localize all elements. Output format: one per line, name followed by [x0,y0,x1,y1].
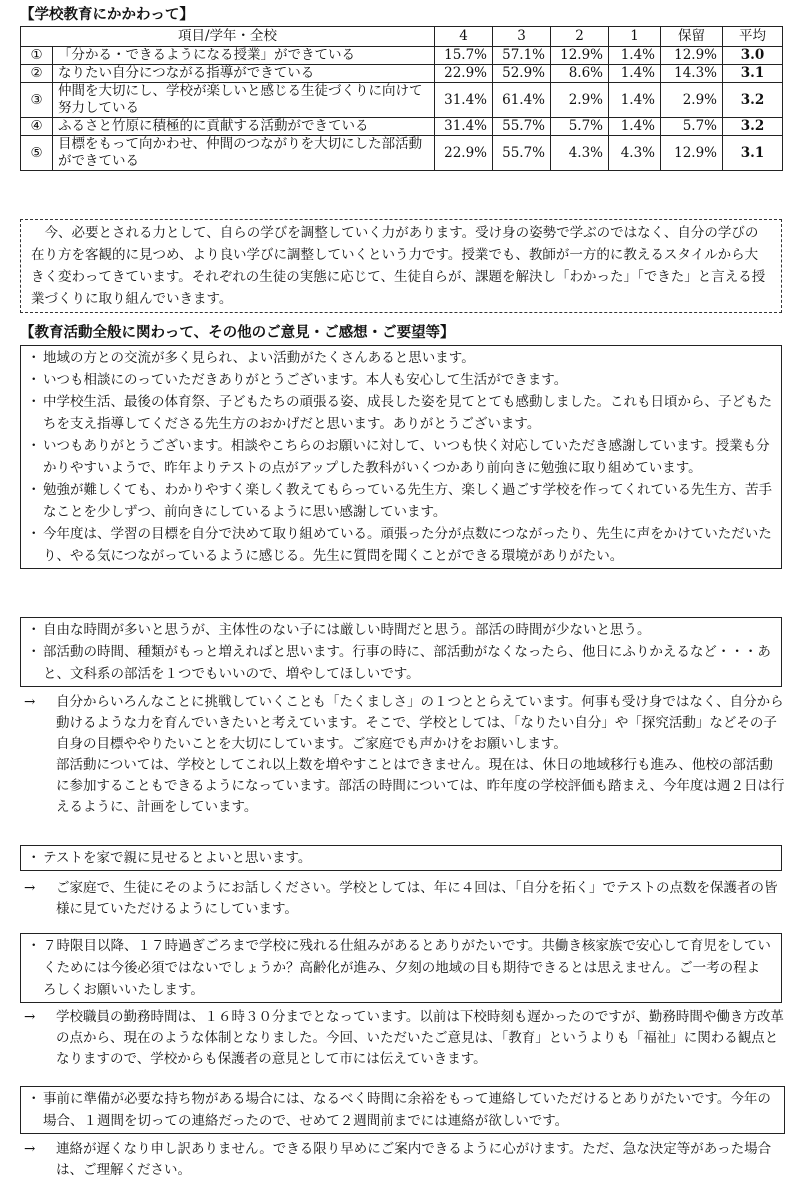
comment-item: ・ 中学校生活、最後の体育祭、子どもたちの頑張る姿、成長した姿を見てとても感動しました。これも日頃から、子どもたちを支え指導してくださる先生方のおかげだと思います。ありがとうございます。 [29,391,773,435]
reply-arrow-icon: → [24,694,36,710]
comment-item: ・ いつもありがとうございます。相談やこちらのお願いに対して、いつも快く対応していただき感謝しています。授業も分かりやすいようで、昨年よりテストの点がアップした教科がいくつかあり前向きに勉強に取り組めています。 [29,435,773,479]
table-row [21,136,783,171]
header-2: 2 [551,27,609,47]
question-box [20,933,782,1003]
question-list [29,847,773,869]
question-item: ・ テストを家で親に見せるとよいと思います。 [29,847,773,869]
reply-paragraph: 自分からいろんなことに挑戦していくことも「たくましさ」の１つととらえています。何事も受け身ではなく、自分から動けるような力を育んでいきたいと考えています。そこで、学校としては、「なりたい自分」や「探究活動」などその子自身の目標ややりたいことを大切にしています。ご家庭でも声かけをお願いします。 [56,694,784,752]
reply-arrow-icon: → [24,1141,36,1157]
question-item: ・ 事前に準備が必要な持ち物がある場合には、なるべく時間に余裕をもって連絡していただけるとありがたいです。今年の場合、１週間を切っての連絡だったので、せめて２週間前までには連絡が欲しいです。 [29,1088,776,1132]
value-2: 4.3% [551,136,609,171]
value-hold: 12.9% [661,136,723,171]
value-4: 22.9% [435,136,493,171]
school-comment-text: 今、必要とされる力として、自らの学びを調整していく力があります。受け身の姿勢で学ぶのではなく、自分の学びの在り方を客観的に見つめ、より良い学びに調整していくという力です。授業でも、教師が一方的に教えるスタイルから大きく変わってきています。それぞれの生徒の実態に応じて、生徒自らが、課題を解決し「わかった」「できた」と言える授業づくりに取り組んでいきます。 [31,225,766,307]
value-4: 31.4% [435,118,493,136]
comment-item: ・ いつも相談にのっていただきありがとうございます。本人も安心して生活ができます。 [29,369,773,391]
reply-arrow-icon: → [24,880,36,896]
school-reply [20,692,785,818]
reply-paragraph: 学校職員の勤務時間は、１６時３０分までとなっています。以前は下校時刻も遅かったのですが、勤務時間や働き方改革の点から、現在のような体制となりました。今回、いただいたご意見は、「教育」というよりも「福祉」に関わる観点となりますので、学校からも保護者の意見として市には伝えていきます。 [56,1009,784,1067]
school-reply [20,878,785,920]
row-number: ③ [21,83,53,118]
reply-paragraph: ご家庭で、生徒にそのようにお話しください。学校としては、年に４回は、「自分を拓く」でテストの点数を保護者の皆様に見ていただけるようにしています。 [56,880,778,917]
reply-arrow-icon: → [24,1009,36,1025]
general-comments-box [20,345,782,569]
value-hold: 14.3% [661,65,723,83]
school-reply [20,1007,785,1070]
value-2: 8.6% [551,65,609,83]
row-item: 「分かる・できるようになる授業」ができている [53,47,435,65]
header-hold: 保留 [661,27,723,47]
header-average: 平均 [723,27,783,47]
question-list [29,619,773,685]
value-average: 3.2 [723,118,783,136]
row-number: ⑤ [21,136,53,171]
school-reply [20,1139,785,1181]
header-3: 3 [493,27,551,47]
survey-table [20,26,783,171]
value-hold: 2.9% [661,83,723,118]
value-average: 3.1 [723,65,783,83]
header-1: 1 [609,27,661,47]
school-comment-box [20,219,782,313]
value-3: 57.1% [493,47,551,65]
question-box [20,845,782,871]
value-1: 1.4% [609,65,661,83]
value-1: 4.3% [609,136,661,171]
table-row [21,118,783,136]
header-4: 4 [435,27,493,47]
row-item: なりたい自分につながる指導ができている [53,65,435,83]
table-row [21,65,783,83]
value-average: 3.0 [723,47,783,65]
value-4: 22.9% [435,65,493,83]
question-item: ・ ７時限目以降、１７時過ぎごろまで学校に残れる仕組みがあるとありがたいです。共働き核家族で安心して育児をしていくためには今後必須ではないでしょうか？高齢化が進み、夕刻の地域の目も期待できるとは思えません。ご一考の程よろしくお願いいたします。 [29,935,773,1001]
section-title-school-education: 【学校教育にかかわって】 [20,7,194,23]
question-item: ・ 部活動の時間、種類がもっと増えればと思います。行事の時に、部活動がなくなったら、他日にふりかえるなど・・・あと、文科系の部活を１つでもいいので、増やしてほしいです。 [29,641,773,685]
value-3: 55.7% [493,136,551,171]
question-box [20,617,782,687]
table-row [21,47,783,65]
section-title-other-opinions: 【教育活動全般に関わって、その他のご意見・ご感想・ご要望等】 [20,325,455,341]
value-1: 1.4% [609,47,661,65]
question-list [29,935,773,1001]
comment-item: ・ 今年度は、学習の目標を自分で決めて取り組めている。頑張った分が点数につながったり、先生に声をかけていただいたり、やる気につながっているように感じる。先生に質問を聞くことができる環境がありがたい。 [29,523,773,567]
comment-item: ・ 地域の方との交流が多く見られ、よい活動がたくさんあると思います。 [29,347,773,369]
value-hold: 12.9% [661,47,723,65]
value-2: 12.9% [551,47,609,65]
table-row [21,83,783,118]
question-item: ・ 自由な時間が多いと思うが、主体性のない子には厳しい時間だと思う。部活の時間が少ないと思う。 [29,619,773,641]
value-4: 15.7% [435,47,493,65]
row-number: ④ [21,118,53,136]
value-3: 55.7% [493,118,551,136]
value-average: 3.1 [723,136,783,171]
row-number: ① [21,47,53,65]
table-header-row [21,27,783,47]
question-box [20,1086,785,1134]
reply-paragraph: 部活動については、学校としてこれ以上数を増やすことはできません。現在は、休日の地域移行も進み、他校の部活動に参加することもできるようになっています。部活の時間については、昨年度の学校評価も踏まえ、今年度は週２日は行えるように、計画をしています。 [56,757,785,815]
value-4: 31.4% [435,83,493,118]
general-comments-list [29,347,773,567]
row-number: ② [21,65,53,83]
value-1: 1.4% [609,118,661,136]
value-2: 2.9% [551,83,609,118]
value-1: 1.4% [609,83,661,118]
row-item: 仲間を大切にし、学校が楽しいと感じる生徒づくりに向けて努力している [53,83,435,118]
row-item: ふるさと竹原に積極的に貢献する活動ができている [53,118,435,136]
header-item: 項目/学年・全校 [21,27,435,47]
question-list [29,1088,776,1132]
value-hold: 5.7% [661,118,723,136]
comment-item: ・ 勉強が難しくても、わかりやすく楽しく教えてもらっている先生方、楽しく過ごす学校を作ってくれている先生方、苦手なことを少しずつ、前向きにしているように思い感謝しています。 [29,479,773,523]
value-3: 61.4% [493,83,551,118]
value-average: 3.2 [723,83,783,118]
value-3: 52.9% [493,65,551,83]
reply-paragraph: 連絡が遅くなり申し訳ありません。できる限り早めにご案内できるように心がけます。ただ、急な決定等があった場合は、ご理解ください。 [56,1141,772,1178]
row-item: 目標をもって向かわせ、仲間のつながりを大切にした部活動ができている [53,136,435,171]
value-2: 5.7% [551,118,609,136]
